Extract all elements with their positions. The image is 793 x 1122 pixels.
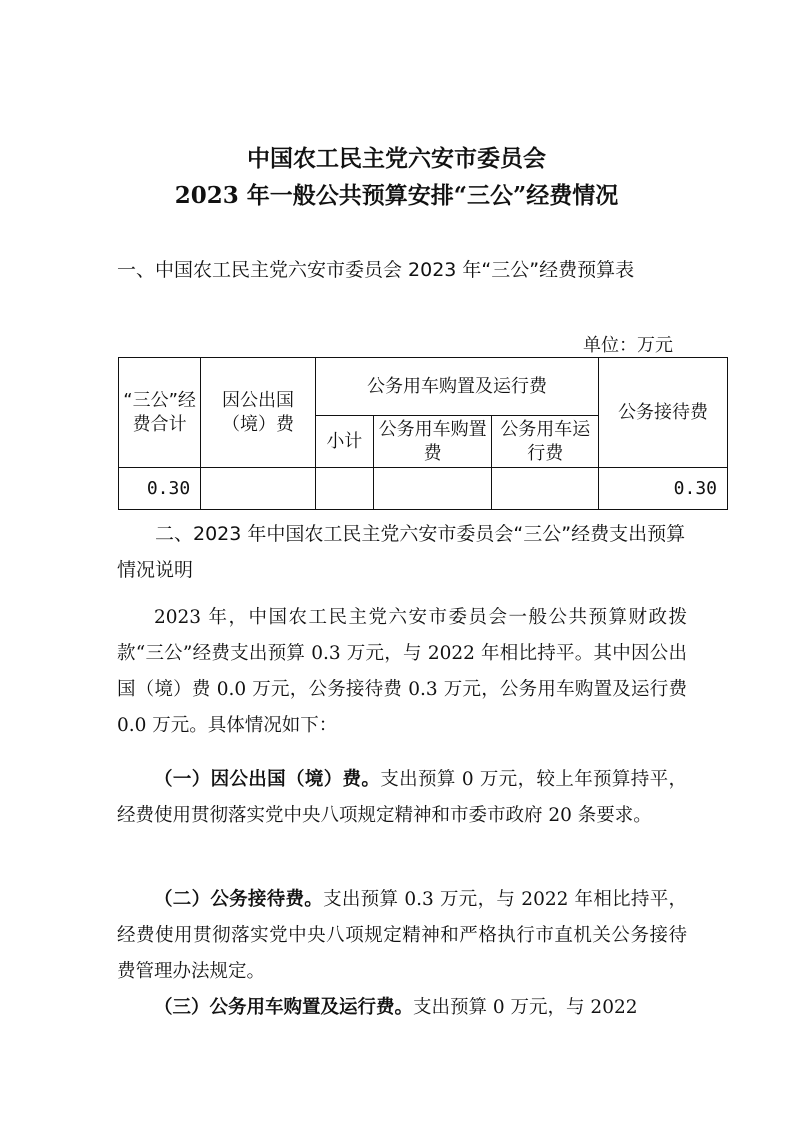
budget-table [118, 357, 728, 510]
cell-abroad [201, 468, 316, 510]
item3-paragraph [117, 990, 687, 1026]
cell-vehicle-purchase [373, 468, 492, 510]
header-vehicle-operation: 公务用车运行费 [492, 416, 599, 468]
item3-label: （三）公务用车购置及运行费。 [154, 997, 414, 1018]
document-title-line1: 中国农工民主党六安市委员会 [247, 145, 546, 172]
item2-paragraph [117, 882, 687, 990]
header-reception: 公务接待费 [599, 358, 728, 468]
table-row [119, 468, 728, 510]
document-title-line2: 2023 年一般公共预算安排“三公”经费情况 [174, 182, 619, 209]
item2-label: （二）公务接待费。 [154, 889, 324, 910]
header-subtotal: 小计 [315, 416, 373, 468]
item1-label: （一）因公出国（境）费。 [154, 769, 381, 790]
item3-text: 支出预算 0 万元，与 2022 [413, 997, 638, 1018]
unit-label: 单位：万元 [583, 335, 673, 356]
section2-intro: 2023 年，中国农工民主党六安市委员会一般公共预算财政拨款“三公”经费支出预算 0.3 万元，与 2022 年相比持平。其中因公出国（境）费 0.0 万元，公务接待费 0.3 万元，公务用车购置及运行费 0.0 万元。具体情况如下： [117, 607, 687, 736]
item2-text: 支出预算 0.3 万元，与 2022 年相比持平，经费使用贯彻落实党中央八项规定精神和严格执行市直机关公务接待费管理办法规定。 [117, 889, 687, 982]
cell-reception: 0.30 [599, 468, 728, 510]
header-total: “三公”经费合计 [119, 358, 201, 468]
item1-paragraph [117, 762, 687, 834]
header-vehicle-purchase: 公务用车购置费 [373, 416, 492, 468]
section2-heading: 二、2023 年中国农工民主党六安市委员会“三公”经费支出预算情况说明 [117, 523, 686, 581]
cell-vehicle-operation [492, 468, 599, 510]
section1-heading: 一、中国农工民主党六安市委员会 2023 年“三公”经费预算表 [117, 259, 635, 281]
header-vehicle: 公务用车购置及运行费 [315, 358, 598, 416]
cell-subtotal [315, 468, 373, 510]
cell-total: 0.30 [119, 468, 201, 510]
header-abroad: 因公出国（境）费 [201, 358, 316, 468]
item1-text: 支出预算 0 万元，较上年预算持平，经费使用贯彻落实党中央八项规定精神和市委市政府 20 条要求。 [117, 769, 687, 826]
